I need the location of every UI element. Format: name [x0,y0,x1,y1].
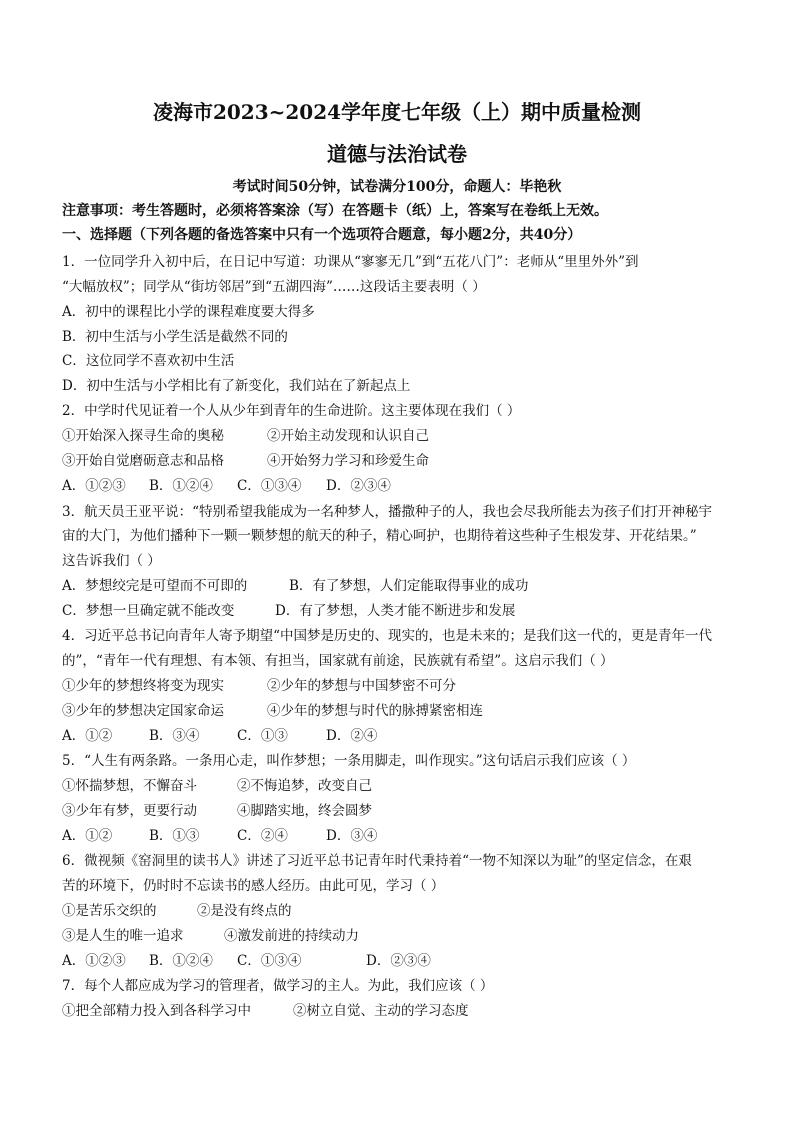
q5-option-b: B．①③ [149,828,200,844]
q4-statements-1 [62,674,456,694]
q1-option-b: B．初中生活与小学生活是截然不同的 [62,329,288,345]
q6-option-c: C．①③④ [237,953,302,969]
q1-stem-2: “大幅放权”；同学从“街坊邻居”到“五湖四海”……这段话主要表明（ ） [62,279,486,295]
q3-option-c: C．梦想一旦确定就不能改变 [62,603,235,619]
q6-stem-2: 苦的环境下，仍时时不忘读书的感人经历。由此可见，学习（ ） [62,878,445,894]
q5-statement-4: ④脚踏实地，终会圆梦 [237,803,372,819]
q4-statement-3: ③少年的梦想决定国家命运 [62,703,224,719]
q6-statement-1: ①是苦乐交织的 [62,903,157,919]
q2-option-c: C．①③④ [237,478,302,494]
q1-stem-1: 1．一位同学升入初中后，在日记中写道：功课从“寥寥无几”到“五花八门”：老师从“里里外外”到 [62,254,639,270]
q5-statement-2: ②不悔追梦，改变自己 [237,778,372,794]
q6-statement-4: ④激发前进的持续动力 [224,928,359,944]
q4-option-d: D．②④ [326,728,378,744]
q3-stem-1: 3．航天员王亚平说：“特别希望我能成为一名种梦人，播撒种子的人，我也会尽我所能去为孩子们打开神秘宇 [62,504,712,520]
q4-stem-1: 4．习近平总书记向青年人寄予期望“中国梦是历史的、现实的，也是未来的；是我们这一代的，更是青年一代 [62,628,712,644]
q6-answers [62,949,431,969]
exam-title: 凌海市2023~2024学年度七年级（上）期中质量检测 [152,100,642,124]
notice: 注意事项：考生答题时，必须将答案涂（写）在答题卡（纸）上，答案写在卷纸上无效。 [62,203,608,219]
q5-option-d: D．③④ [326,828,378,844]
q3-option-d: D．有了梦想，人类才能不断进步和发展 [275,603,516,619]
q2-option-a: A．①②③ [62,478,126,494]
q5-option-a: A．①② [62,828,113,844]
q4-stem-2: 的”，“青年一代有理想、有本领、有担当，国家就有前途，民族就有希望”。这启示我们（ ） [62,653,614,669]
q6-option-d: D．②③④ [366,953,431,969]
q3-stem-2: 宙的大门，为他们播种下一颗一颗梦想的航天的种子，精心呵护，也期待着这些种子生根发芽、开花结果。” [62,528,697,544]
q6-option-b: B．①②④ [149,953,213,969]
q4-statement-2: ②少年的梦想与中国梦密不可分 [267,678,456,694]
q4-statements-2 [62,699,483,719]
q2-statement-2: ②开始主动发现和认识自己 [267,428,429,444]
q2-statements-2 [62,449,429,469]
q3-stem-3: 这告诉我们（ ） [62,553,161,569]
exam-subtitle: 道德与法治试卷 [327,142,467,166]
q3-option-b: B．有了梦想，人们定能取得事业的成功 [289,578,529,594]
q6-statement-2: ②是没有终点的 [197,903,292,919]
q2-option-d: D．②③④ [326,478,391,494]
q6-statement-3: ③是人生的唯一追求 [62,928,184,944]
q3-option-a: A．梦想绞完是可望而不可即的 [62,578,248,594]
q4-statement-4: ④少年的梦想与时代的脉搏紧密相连 [267,703,483,719]
q5-option-c: C．②④ [237,828,288,844]
q7-stem: 7．每个人都应成为学习的管理者，做学习的主人。为此，我们应该（ ） [62,978,494,994]
q7-statement-2: ②树立自觉、主动的学习态度 [293,1003,469,1019]
q4-statement-1: ①少年的梦想终将变为现实 [62,678,224,694]
q4-option-b: B．③④ [149,728,200,744]
q2-answers [62,474,391,494]
q4-answers [62,724,378,744]
exam-meta: 考试时间50分钟，试卷满分100分，命题人：毕艳秋 [232,179,562,195]
q5-statement-1: ①怀揣梦想，不懈奋斗 [62,778,197,794]
q7-statements-1 [62,999,469,1019]
q2-statement-1: ①开始深入探寻生命的奥秘 [62,428,224,444]
q2-statements-1 [62,424,429,444]
q3-options-ab [62,574,529,594]
q6-statements-2 [62,924,359,944]
q5-statements-1 [62,774,372,794]
section-heading: 一、选择题（下列各题的备选答案中只有一个选项符合题意，每小题2分，共40分） [62,227,582,243]
q5-stem: 5．“人生有两条路。一条用心走，叫作梦想；一条用脚走，叫作现实。”这句话启示我们应该（ ） [62,753,636,769]
q2-stem: 2．中学时代见证着一个人从少年到青年的生命进阶。这主要体现在我们（ ） [62,403,521,419]
q2-statement-4: ④开始努力学习和珍爱生命 [267,453,429,469]
q6-stem-1: 6．微视频《窑洞里的读书人》讲述了习近平总书记青年时代秉持着“一物不知深以为耻”的坚定信念，在艰 [62,853,692,869]
q1-option-c: C．这位同学不喜欢初中生活 [62,353,235,369]
q6-statements-1 [62,899,292,919]
q7-statement-1: ①把全部精力投入到各科学习中 [62,1003,251,1019]
q2-option-b: B．①②④ [149,478,213,494]
q5-statement-3: ③少年有梦，更要行动 [62,803,197,819]
q5-statements-2 [62,799,372,819]
q6-option-a: A．①②③ [62,953,126,969]
q4-option-c: C．①③ [237,728,288,744]
q5-answers [62,824,378,844]
q1-option-d: D．初中生活与小学相比有了新变化，我们站在了新起点上 [62,378,411,394]
q1-option-a: A．初中的课程比小学的课程难度要大得多 [62,304,315,320]
q3-options-cd [62,599,516,619]
q4-option-a: A．①② [62,728,113,744]
q2-statement-3: ③开始自觉磨砺意志和品格 [62,453,224,469]
